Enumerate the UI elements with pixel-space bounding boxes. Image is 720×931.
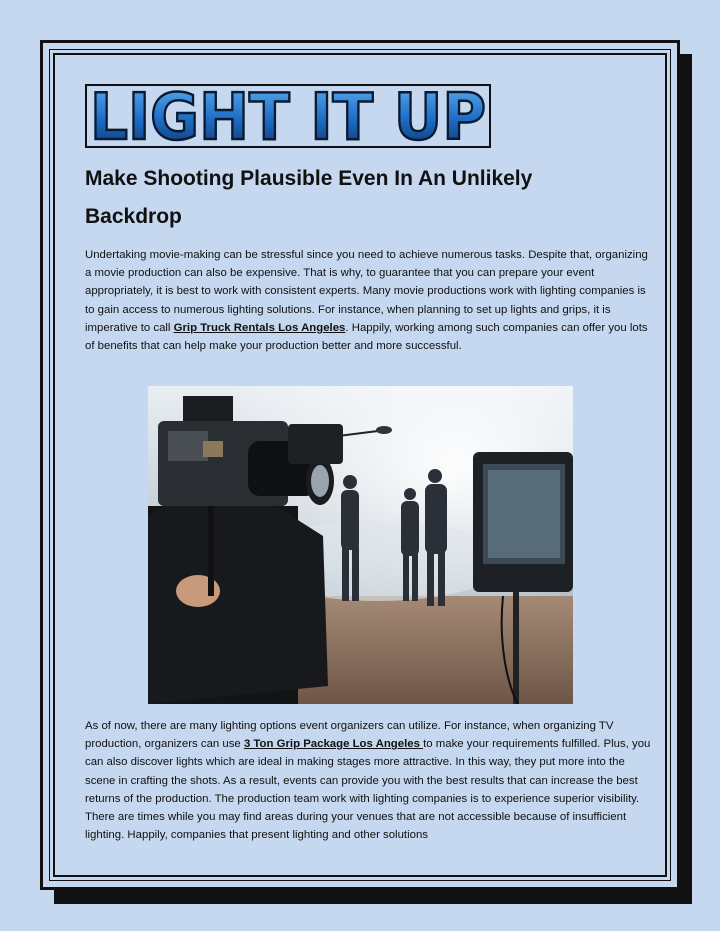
paragraph-2-text-a: As of now, there are many lighting options event organizers can utilize. For instance, when organizing TV production, organizers can use xyxy=(85,720,614,751)
paragraph-1 xyxy=(85,246,655,355)
article-title: Make Shooting Plausible Even In An Unlikely Backdrop xyxy=(85,167,533,228)
grip-truck-rentals-link[interactable]: Grip Truck Rentals Los Angeles xyxy=(173,321,346,334)
light-it-up-logo xyxy=(85,84,491,148)
paragraph-2 xyxy=(85,717,655,844)
three-ton-grip-package-link[interactable]: 3 Ton Grip Package Los Angeles xyxy=(243,738,424,751)
paragraph-2-text-b: to make your requirements fulfilled. Plus, you can also discover lights which are ideal in making stages more attractive. In this way, they put more into the scene in crafting the shots. As a result, events can provide you with the best results that can increase the best returns of the production. The production team work with lighting companies is to experience superior visibility. There are times while you may find areas during your venues that are not accessible because of insufficient lighting. Happily, companies that present lighting and other solutions xyxy=(85,738,651,842)
paragraph-1-text-b: . Happily, working among such companies can offer you lots of benefits that can help make your production better and more successful. xyxy=(85,321,648,353)
logo-text: LIGHT IT UP xyxy=(90,84,486,148)
film-set-photo xyxy=(148,386,573,704)
paragraph-1-text-a: Undertaking movie-making can be stressful since you need to achieve numerous tasks. Despite that, organizing a movie production can also be expensive. That is why, to guarantee that you can prepare your event appropriately, it is best to work with consistent experts. Many movie productions work with lighting companies is to gain access to numerous lighting solutions. For instance, when planning to set up lights and grips, it is imperative to call xyxy=(85,249,648,334)
